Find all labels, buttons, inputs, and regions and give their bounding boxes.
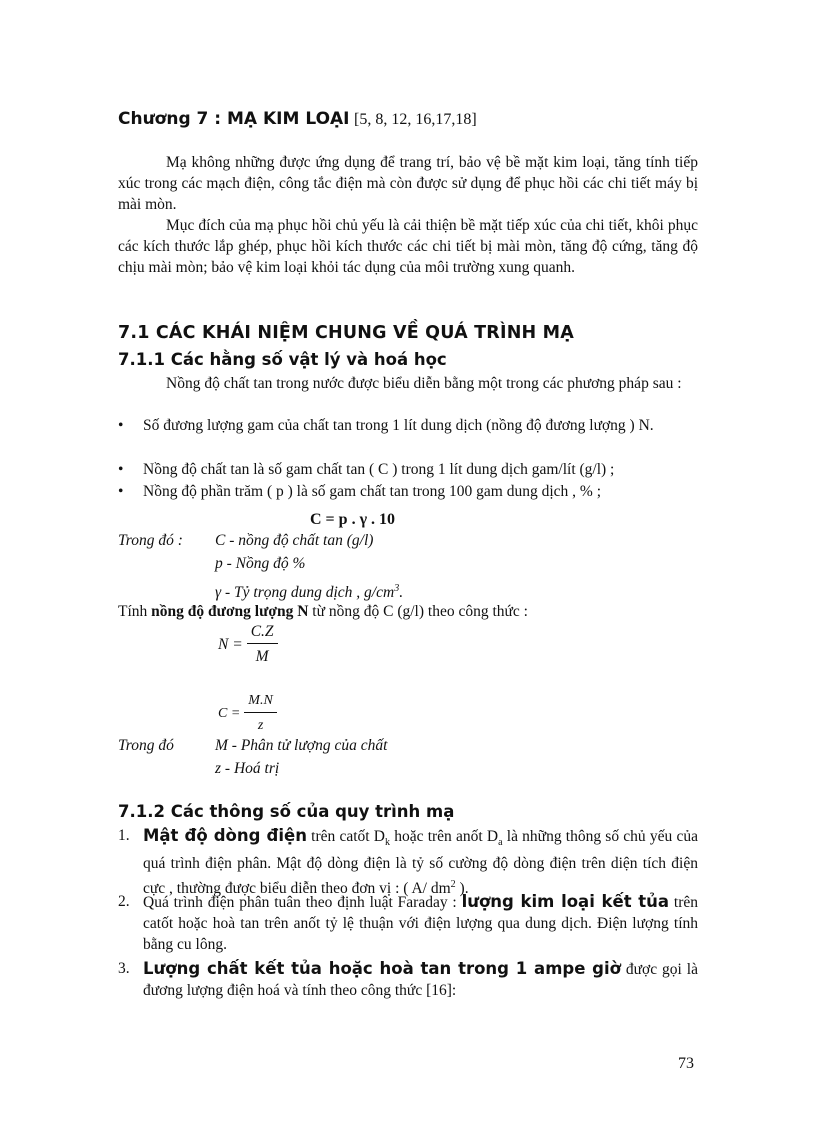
- section-heading-7-1: 7.1 CÁC KHÁI NIỆM CHUNG VỀ QUÁ TRÌNH MẠ: [118, 323, 575, 343]
- bullet-item: • Số đương lượng gam của chất tan trong 1 lít dung dịch (nồng độ đương lượng ) N.: [118, 417, 654, 434]
- bullet-icon: •: [118, 417, 124, 434]
- numbered-item: 1. Mật độ dòng điện trên catốt $D_k$ hoặc trên anốt $D_a$ là những thông số chủ yếu của quá trình điện phân. Mật độ dòng điện là tỷ số cường độ dòng điện trên diện tích điện cực , thường được biểu diễn theo đơn vị : ( A/ $dm^2$ ).: [118, 826, 698, 898]
- fraction-denominator: z: [257, 718, 264, 733]
- intro-paragraph-1: Mạ không những được ứng dụng để trang trí, bảo vệ bề mặt kim loại, tăng tính tiếp xúc trong các mạch điện, công tắc điện mà còn được sử dụng để phục hồi các chi tiết máy bị mài mòn.: [118, 154, 698, 213]
- where-item: γ - Tỷ trọng dung dịch , $g/cm^3$.: [215, 583, 404, 602]
- subsection-heading-7-1-2: 7.1.2 Các thông số của quy trình mạ: [118, 802, 455, 821]
- where-item: z - Hoá trị: [215, 760, 280, 777]
- bullet-item: • Nồng độ chất tan là số gam chất tan ( C ) trong 1 lít dung dịch gam/lít (g/l) ;: [118, 461, 615, 478]
- fraction-numerator: C.Z: [247, 621, 278, 644]
- formula-normality: N = $\frac{C.Z}{M}$: [218, 621, 278, 667]
- where-item: M - Phân tử lượng của chất: [215, 737, 388, 754]
- normality-intro: Tính nồng độ đương lượng N từ nồng độ C (g/l) theo công thức :: [118, 603, 528, 620]
- concentration-lead: Nồng độ chất tan trong nước được biểu diễn bằng một trong các phương pháp sau :: [166, 375, 682, 392]
- bullet-icon: •: [118, 483, 124, 500]
- intro-paragraph-2: Mục đích của mạ phục hồi chủ yếu là cải thiện bề mặt tiếp xúc của chi tiết, khôi phục các kích thước lắp ghép, phục hồi kích thước các chi tiết bị mài mòn, tăng độ cứng, tăng độ chịu mài mòn; bảo vệ kim loại khỏi tác dụng của môi trường xung quanh.: [118, 217, 698, 276]
- formula-concentration-from-normality: C = $\frac{M.N}{z}$: [218, 690, 277, 736]
- chapter-references: [5, 8, 12, 16,17,18]: [354, 111, 477, 128]
- where-label: Trong đó: [118, 737, 174, 754]
- numbered-item: 3. Lượng chất kết tủa hoặc hoà tan trong 1 ampe giờ được gọi là đương lượng điện hoá và tính theo công thức [16]:: [118, 959, 698, 999]
- subsection-heading-7-1-1: 7.1.1 Các hằng số vật lý và hoá học: [118, 350, 447, 369]
- where-item: p - Nồng độ %: [215, 555, 306, 572]
- formula-concentration: C = p . γ . 10: [310, 511, 396, 528]
- chapter-title: Chương 7 : MẠ KIM LOẠI [5, 8, 12, 16,17,18]: [118, 109, 477, 129]
- bullet-item: • Nồng độ phần trăm ( p ) là số gam chất tan trong 100 gam dung dịch , % ;: [118, 483, 602, 500]
- numbered-item: 2. Quá trình điện phân tuân theo định luật Faraday : lượng kim loại kết tủa trên catốt hoặc hoà tan trên anốt tỷ lệ thuận với điện lượng qua dung dịch. Điện lượng tính bằng cu lông.: [118, 892, 698, 953]
- fraction-denominator: M: [255, 648, 269, 665]
- fraction-numerator: M.N: [244, 690, 277, 713]
- page-number: 73: [678, 1055, 694, 1072]
- bullet-icon: •: [118, 461, 124, 478]
- where-item: C - nồng độ chất tan (g/l): [215, 532, 374, 549]
- where-label: Trong đó :: [118, 532, 183, 549]
